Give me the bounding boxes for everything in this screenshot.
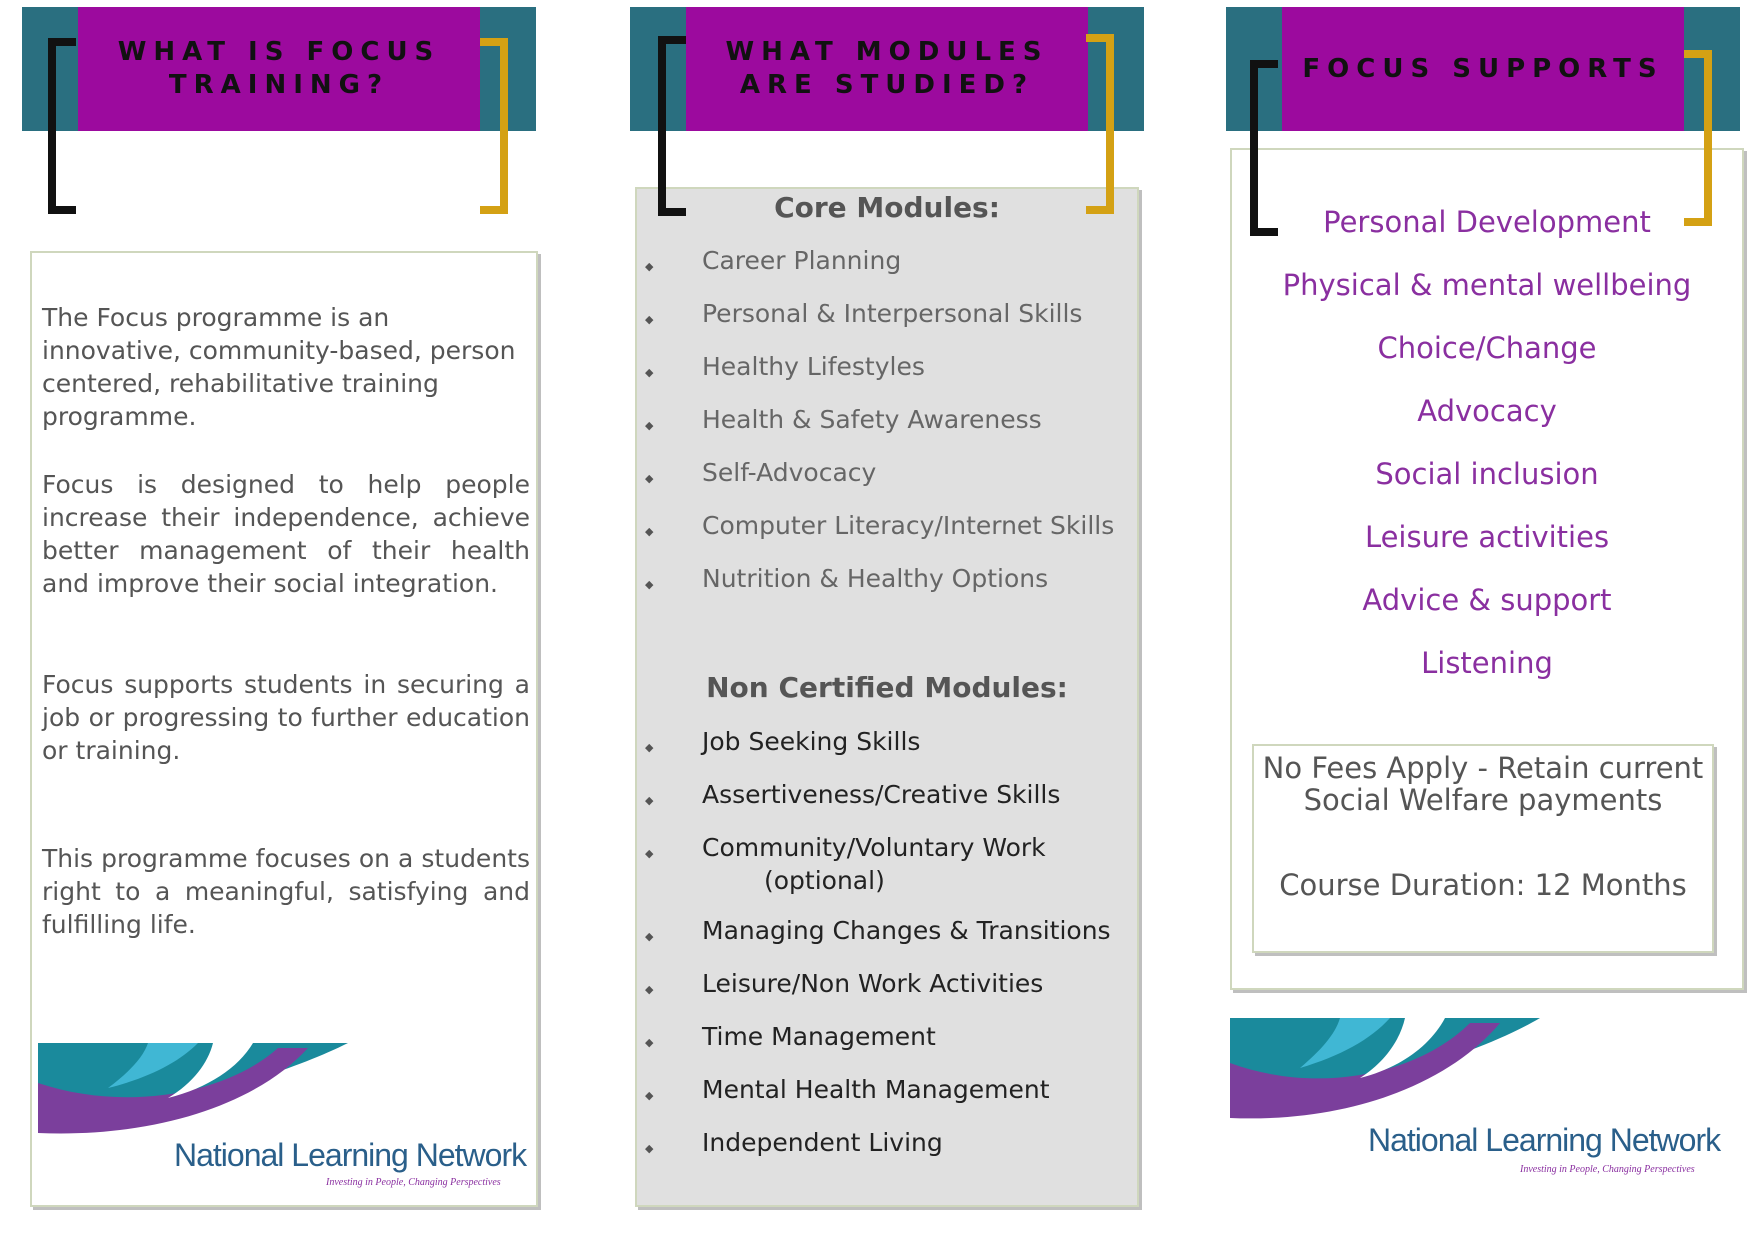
header-title-box <box>1282 7 1684 131</box>
left-bracket-decoration <box>1250 60 1278 236</box>
list-item-label: Community/Voluntary Work <box>702 833 1046 862</box>
list-item: ◆ Leisure/Non Work Activities <box>637 967 1137 1020</box>
list-item: ◆ Personal & Interpersonal Skills <box>637 297 1137 350</box>
list-item: ◆ Job Seeking Skills <box>637 725 1137 778</box>
left-bracket-decoration <box>48 38 76 214</box>
intro-paragraph: The Focus programme is an innovative, community-based, person centered, rehabilitative training programme. <box>42 303 516 431</box>
list-item: ◆ Healthy Lifestyles <box>637 350 1137 403</box>
non-certified-heading: Non Certified Modules: <box>706 671 1068 704</box>
title-line-2: ARE STUDIED? <box>739 70 1035 100</box>
header-title-box <box>78 7 480 131</box>
logo-swoosh-icon <box>38 1043 348 1143</box>
list-item: ◆ Mental Health Management <box>637 1073 1137 1126</box>
list-item: ◆ Assertiveness/Creative Skills <box>637 778 1137 831</box>
logo-wordmark: National Learning Network <box>174 1137 527 1173</box>
logo-wordmark: National Learning Network <box>1368 1122 1721 1158</box>
fees-line-2: Social Welfare payments <box>1303 783 1663 817</box>
section-title: FOCUS SUPPORTS <box>1302 53 1664 84</box>
list-item: Choice/Change <box>1377 331 1597 365</box>
logo-tagline: Investing in People, Changing Perspectives <box>326 1177 501 1188</box>
list-item: Advocacy <box>1417 394 1557 428</box>
list-item: ◆ Managing Changes & Transitions <box>637 914 1137 967</box>
modules-panel <box>635 187 1139 1207</box>
intro-paragraph: Focus is designed to help people increase their independence, achieve better management of their health and improve their social integration. <box>42 470 530 598</box>
list-item: Physical & mental wellbeing <box>1282 268 1692 302</box>
nln-logo <box>1230 1018 1730 1188</box>
title-line-1: WHAT IS FOCUS <box>117 37 441 67</box>
intro-panel <box>30 251 538 1207</box>
logo-tagline: Investing in People, Changing Perspectives <box>1520 1164 1695 1175</box>
non-certified-modules-list <box>637 725 1137 1179</box>
fees-text <box>1254 752 1712 816</box>
title-line-1: WHAT MODULES <box>725 37 1049 67</box>
list-item: ◆ Time Management <box>637 1020 1137 1073</box>
right-bracket-decoration <box>1684 50 1712 226</box>
title-line-2: TRAINING? <box>168 70 390 100</box>
fees-box <box>1252 744 1714 953</box>
right-bracket-decoration <box>1086 34 1114 214</box>
intro-paragraph: This programme focuses on a students right to a meaningful, satisfying and fulfilling life. <box>42 844 530 939</box>
list-item: ◆ Self-Advocacy <box>637 456 1137 509</box>
intro-paragraph: Focus supports students in securing a job or progressing to further education or training. <box>42 670 530 765</box>
logo-swoosh-icon <box>1230 1018 1540 1128</box>
list-item <box>637 831 1137 914</box>
section-title <box>725 36 1048 102</box>
supports-list <box>1232 202 1742 706</box>
list-item: Leisure activities <box>1364 520 1610 554</box>
core-modules-heading: Core Modules: <box>774 191 1000 224</box>
header-title-box <box>686 7 1088 131</box>
left-bracket-decoration <box>658 36 686 216</box>
core-modules-list <box>637 244 1137 615</box>
list-item: Listening <box>1421 646 1553 680</box>
nln-logo <box>38 1043 527 1193</box>
list-item: ◆ Computer Literacy/Internet Skills <box>637 509 1137 562</box>
right-bracket-decoration <box>480 38 508 214</box>
list-item: Personal Development <box>1323 205 1651 239</box>
list-item: ◆ Career Planning <box>637 244 1137 297</box>
section-title <box>118 36 441 102</box>
list-item: ◆ Health & Safety Awareness <box>637 403 1137 456</box>
list-item-note: (optional) <box>764 866 885 895</box>
course-duration: Course Duration: 12 Months <box>1279 868 1687 902</box>
list-item: ◆ Independent Living <box>637 1126 1137 1179</box>
list-item: ◆ Nutrition & Healthy Options <box>637 562 1137 615</box>
list-item: Social inclusion <box>1375 457 1599 491</box>
list-item: Advice & support <box>1362 583 1612 617</box>
fees-line-1: No Fees Apply - Retain current <box>1262 751 1704 785</box>
